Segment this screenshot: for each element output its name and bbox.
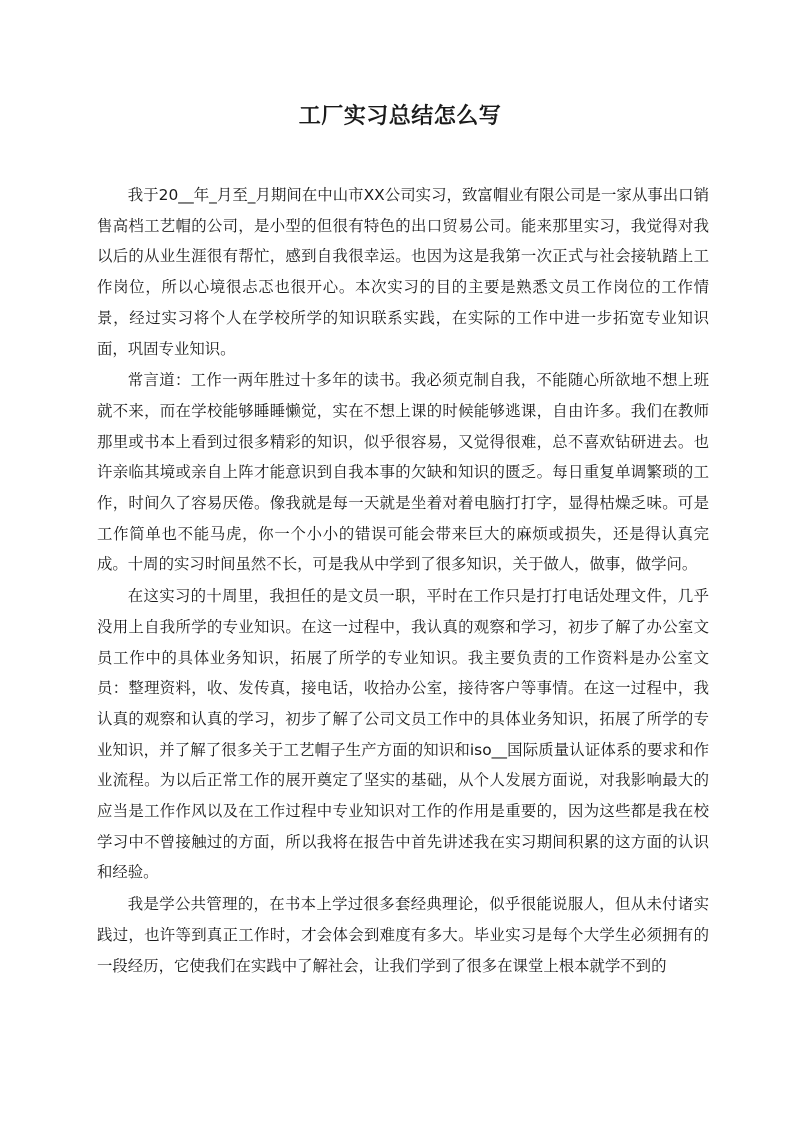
paragraph-3: 在这实习的十周里，我担任的是文员一职，平时在工作只是打打电话处理文件，几乎没用上自我所学的专业知识。在这一过程中，我认真的观察和学习，初步了解了办公室文员工作中的具体业务知识，拓展了所学的专业知识。我主要负责的工作资料是办公室文员：整理资料，收、发传真，接电话，收拾办公室，接待客户等事情。在这一过程中，我认真的观察和认真的学习，初步了解了公司文员工作中的具体业务知识，拓展了所学的专业知识，并了解了很多关于工艺帽子生产方面的知识和iso__国际质量认证体系的要求和作业流程。为以后正常工作的展开奠定了坚实的基础，从个人发展方面说，对我影响最大的应当是工作作风以及在工作过程中专业知识对工作的作用是重要的，因为这些都是我在校学习中不曾接触过的方面，所以我将在报告中首先讲述我在实习期间积累的这方面的认识和经验。 — [97, 587, 709, 882]
paragraph-2: 常言道：工作一两年胜过十多年的读书。我必须克制自我，不能随心所欲地不想上班就不来，而在学校能够睡睡懒觉，实在不想上课的时候能够逃课，自由许多。我们在教师那里或书本上看到过很多精彩的知识，似乎很容易，又觉得很难，总不喜欢钻研进去。也许亲临其境或亲自上阵才能意识到自我本事的欠缺和知识的匮乏。每日重复单调繁琐的工作，时间久了容易厌倦。像我就是每一天就是坐着对着电脑打打字，显得枯燥乏味。可是工作简单也不能马虎，你一个小小的错误可能会带来巨大的麻烦或损失，还是得认真完成。十周的实习时间虽然不长，可是我从中学到了很多知识，关于做人，做事，做学问。 — [97, 371, 709, 574]
paragraph-4: 我是学公共管理的，在书本上学过很多套经典理论，似乎很能说服人，但从未付诸实践过，也许等到真正工作时，才会体会到难度有多大。毕业实习是每个大学生必须拥有的一段经历，它使我们在实践中了解社会，让我们学到了很多在课堂上根本就学不到的 — [97, 895, 709, 975]
document-title: 工厂实习总结怎么写 — [298, 104, 502, 129]
paragraph-1: 我于20__年_月至_月期间在中山市XX公司实习，致富帽业有限公司是一家从事出口销售高档工艺帽的公司，是小型的但很有特色的出口贸易公司。能来那里实习，我觉得对我以后的从业生涯很有帮忙，感到自我很幸运。也因为这是我第一次正式与社会接轨踏上工作岗位，所以心境很忐忑也很开心。本次实习的目的主要是熟悉文员工作岗位的工作情景，经过实习将个人在学校所学的知识联系实践，在实际的工作中进一步拓宽专业知识面，巩固专业知识。 — [97, 186, 709, 358]
document-body — [97, 180, 709, 982]
